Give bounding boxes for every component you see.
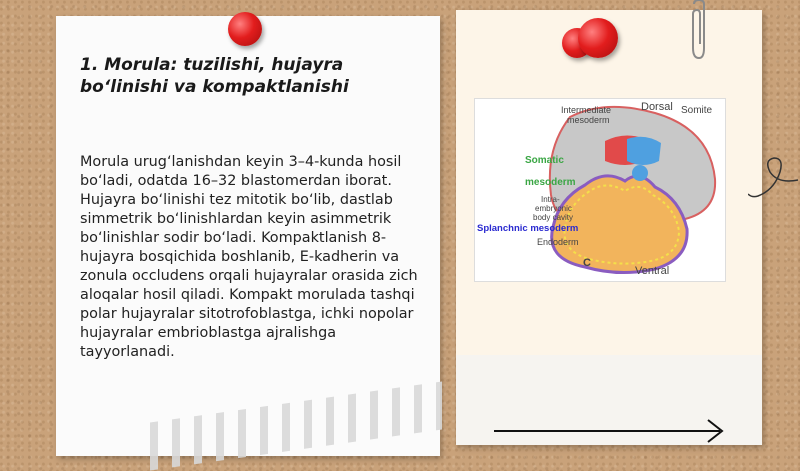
label-intra: Intra- bbox=[541, 195, 560, 204]
label-ventral: Ventral bbox=[635, 265, 670, 277]
arrow-right-icon bbox=[494, 416, 726, 446]
label-intermediate: Intermediate bbox=[561, 105, 612, 115]
label-splanchnic-mesoderm: Splanchnic mesoderm bbox=[477, 223, 579, 234]
label-somite: Somite bbox=[681, 105, 713, 116]
slide-title: 1. Morula: tuzilishi, hujayra bo‘linishi va kompaktlanishi bbox=[80, 55, 349, 97]
slide-body-text: Morula urug‘lanishdan keyin 3–4-kunda hosil bo‘ladi, odatda 16–32 blastomerdan iborat. Hujayra bo‘linishi tez mitotik bo‘lib, dastlab simmetrik bo‘linishlardan keyin asimmetrik bo‘linishlar sodir bo‘ladi. Kompaktlanish 8-hujayra bosqichida boshlanib, E-kadherin va zonula occludens orqali hujayralar orasida zich aloqalar hosil qiladi. Kompakt morulada tashqi polar hujayralar sitotrofoblastga, ichki nopolar hujayralar embrioblastga ajralishga tayyorlanadi. bbox=[80, 154, 418, 360]
label-intermediate-mesoderm: mesoderm bbox=[567, 115, 610, 125]
pushpin-icon bbox=[228, 12, 262, 46]
paperclip-icon bbox=[688, 0, 710, 62]
pushpin-icon bbox=[578, 18, 618, 58]
label-endoderm: Endoderm bbox=[537, 237, 579, 247]
label-dorsal: Dorsal bbox=[641, 101, 673, 113]
label-somatic: Somatic bbox=[525, 155, 564, 166]
label-somatic-mesoderm: mesoderm bbox=[525, 177, 576, 188]
label-panel-c: C bbox=[583, 257, 591, 269]
label-body-cavity: body cavity bbox=[533, 213, 574, 222]
label-embryonic: embryonic bbox=[535, 204, 572, 213]
embryo-diagram bbox=[475, 99, 725, 281]
embryo-cross-section-figure bbox=[474, 98, 726, 282]
curl-decoration bbox=[748, 150, 800, 210]
